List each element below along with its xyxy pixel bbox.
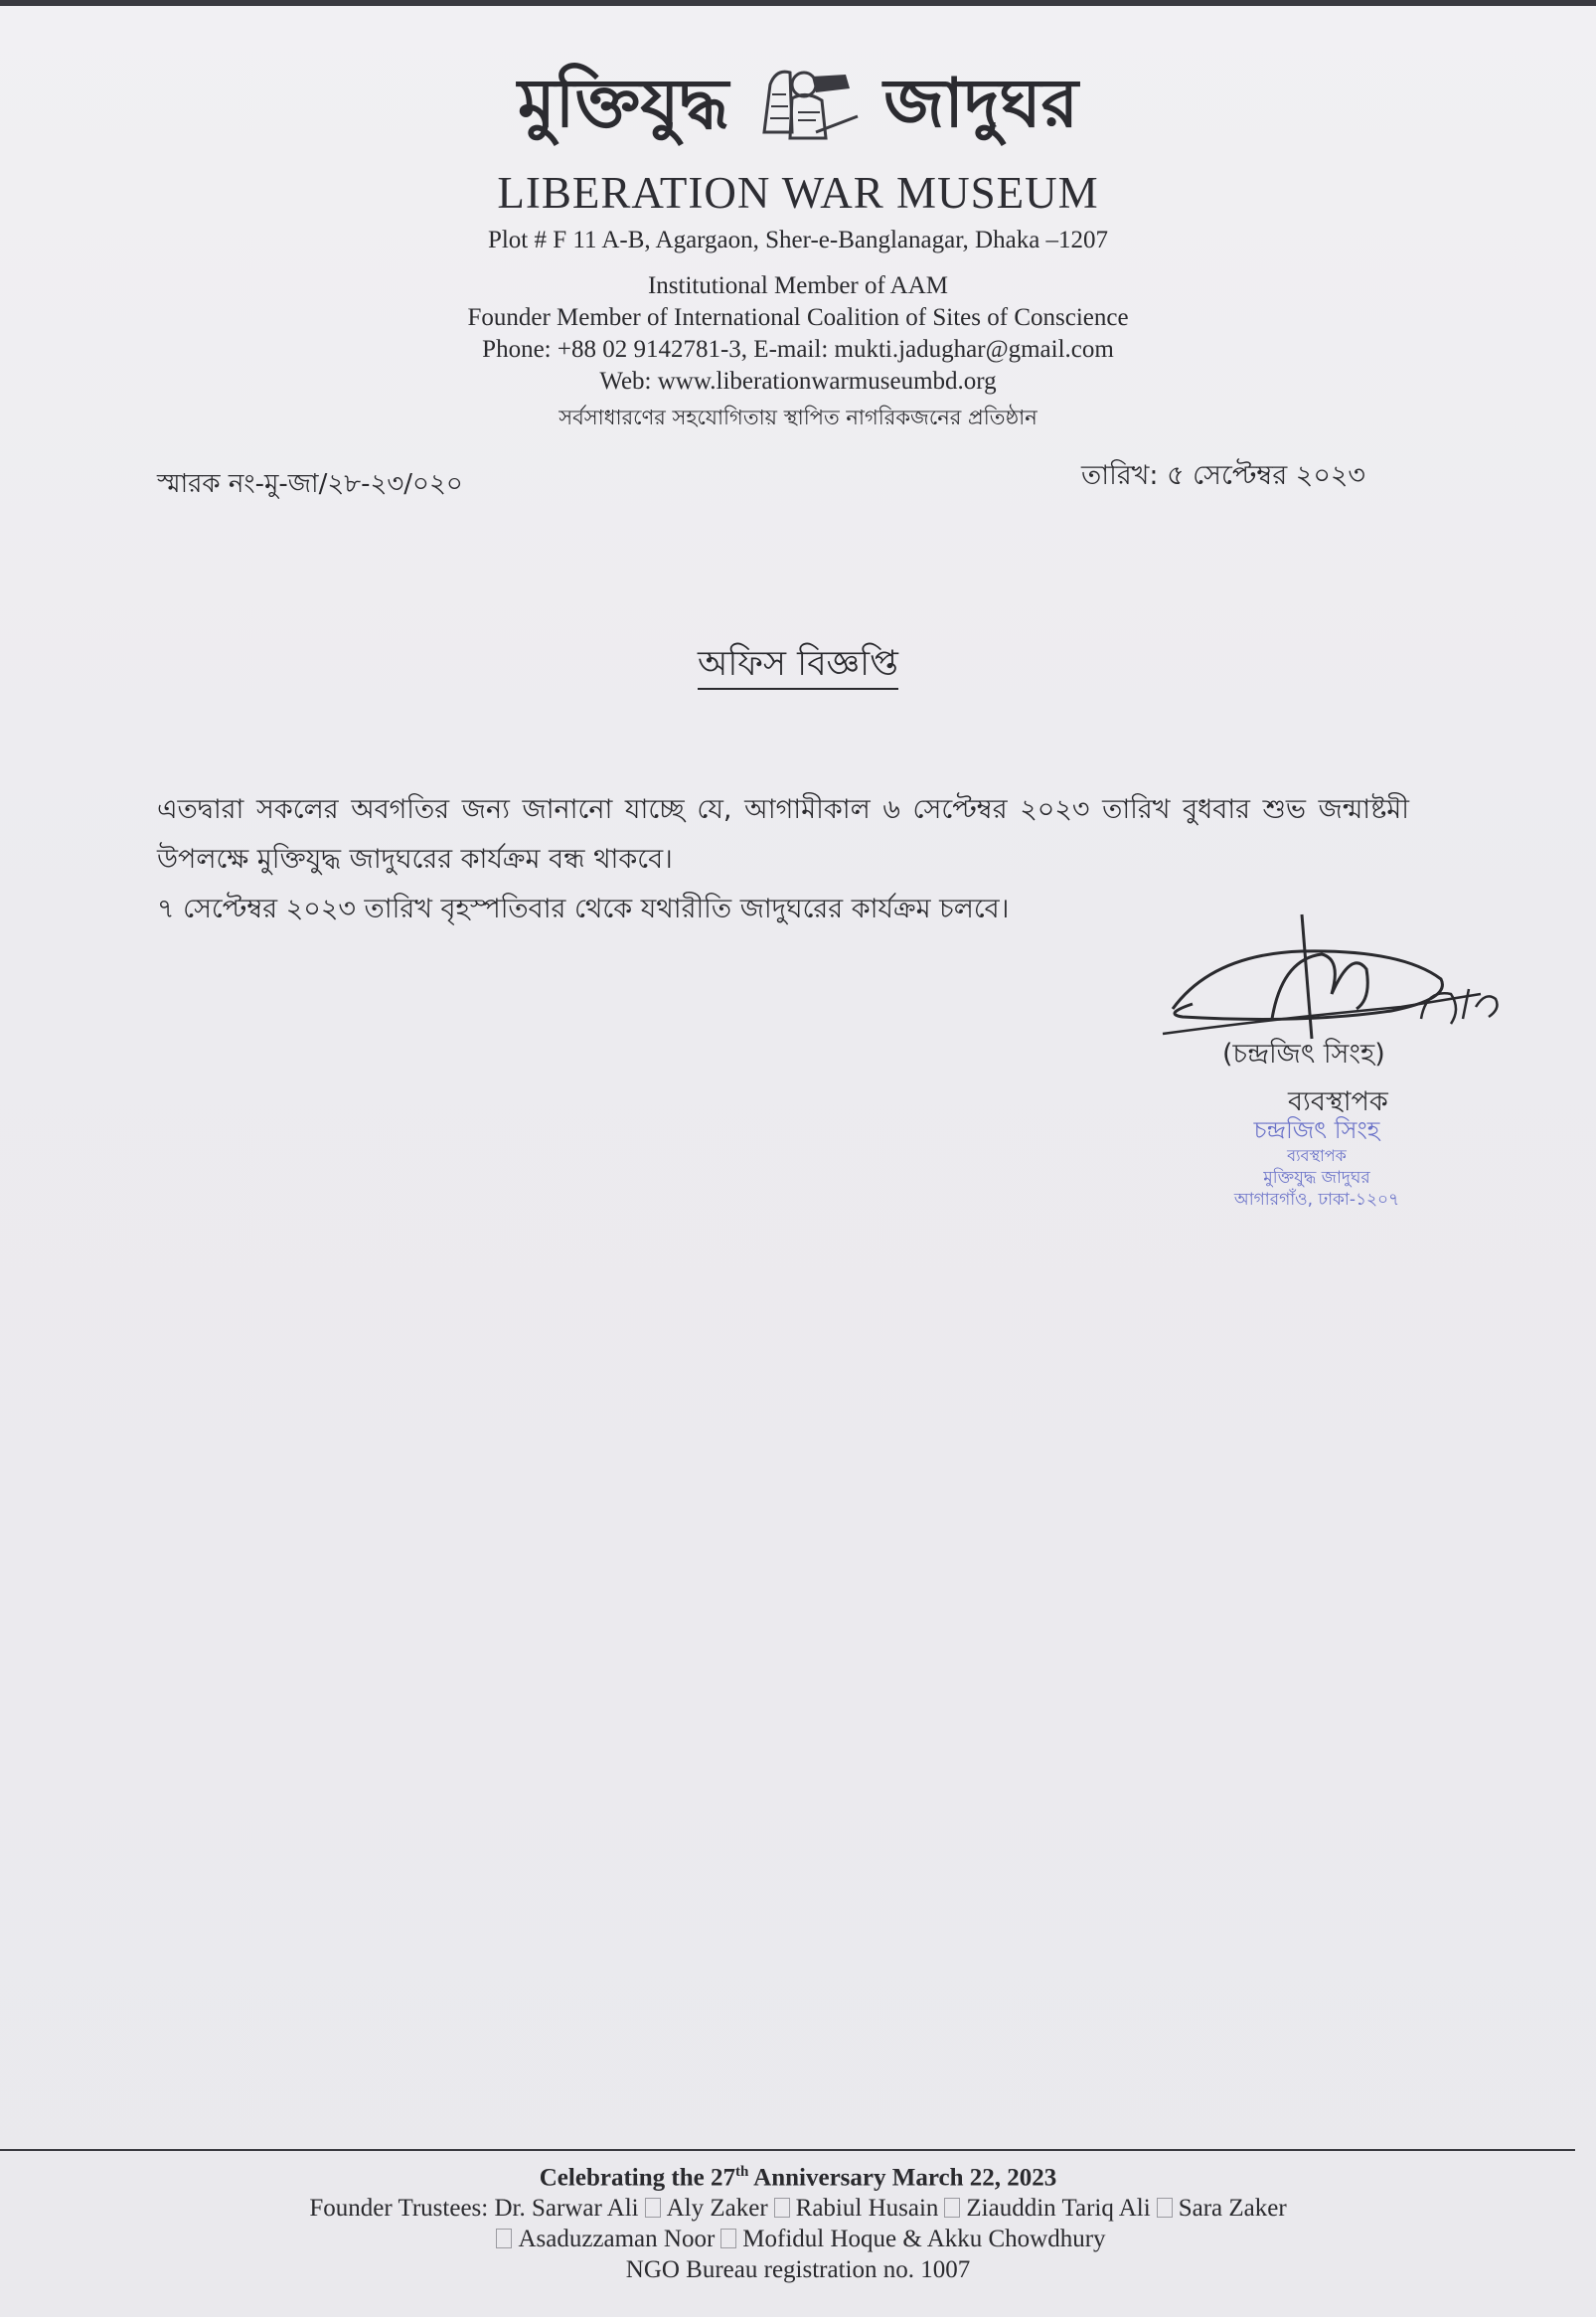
trustee-name: Dr. Sarwar Ali: [494, 2195, 639, 2223]
notice-title-text: অফিস বিজ্ঞপ্তি: [698, 644, 898, 690]
body-paragraph-2: ৭ সেপ্টেম্বর ২০২৩ তারিখ বৃহস্পতিবার থেকে যথারীতি জাদুঘরের কার্যক্রম চলবে।: [157, 894, 1010, 924]
stamp-org: মুক্তিযুদ্ধ জাদুঘর: [1263, 1168, 1370, 1188]
founder-member-line: Founder Member of International Coalition of Sites of Conscience: [467, 304, 1129, 331]
separator-box-icon: [645, 2198, 661, 2218]
contact-line: Phone: +88 02 9142781-3, E-mail: mukti.jadughar@gmail.com: [482, 336, 1114, 363]
web-line: Web: www.liberationwarmuseumbd.org: [599, 368, 997, 395]
separator-box-icon: [496, 2229, 512, 2248]
body-paragraph-1: এতদ্বারা সকলের অবগতির জন্য জানানো যাচ্ছে যে, আগামীকাল ৬ সেপ্টেম্বর ২০২৩ তারিখ বুধবার শুভ জন্মাষ্টমী উপলক্ষে মুক্তিযুদ্ধ জাদুঘরের কার্যক্রম বন্ধ থাকবে।: [157, 794, 1409, 875]
separator-box-icon: [720, 2229, 736, 2248]
anniversary-suffix: Anniversary March 22, 2023: [748, 2164, 1057, 2192]
trustees-line-1: [0, 2193, 1596, 2224]
signatory-name: (চন্দ্রজিৎ সিংহ): [1222, 1039, 1385, 1070]
stamp-name: চন্দ্রজিৎ সিংহ: [1253, 1116, 1380, 1144]
logo-text-left: মুক্তিযুদ্ধ: [517, 65, 729, 143]
trustee-name: Aly Zaker: [666, 2195, 768, 2223]
anniversary-line: [0, 2157, 1596, 2193]
separator-box-icon: [1157, 2198, 1173, 2218]
logo: [0, 50, 1596, 159]
trustee-name: Ziauddin Tariq Ali: [966, 2195, 1151, 2223]
footer-divider: [0, 2149, 1575, 2151]
anniversary-prefix: Celebrating the 27: [539, 2164, 735, 2192]
trustees-line-2: [0, 2224, 1596, 2254]
separator-box-icon: [774, 2198, 790, 2218]
ngo-registration: NGO Bureau registration no. 1007: [625, 2256, 971, 2284]
trustees-label: Founder Trustees:: [309, 2195, 489, 2223]
official-stamp: [1197, 1115, 1436, 1211]
trustee-name: Asaduzzaman Noor: [518, 2226, 716, 2253]
tagline: সর্বসাধারণের সহযোগিতায় স্থাপিত নাগরিকজনের প্রতিষ্ঠান: [559, 406, 1037, 429]
memo-number: স্মারক নং-মু-জা/২৮-২৩/০২০: [157, 469, 463, 499]
trustee-name: Mofidul Hoque & Akku Chowdhury: [742, 2226, 1106, 2253]
logo-text-right: জাদুঘর: [883, 65, 1078, 143]
signatory-title: ব্যবস্থাপক: [1288, 1086, 1388, 1117]
museum-emblem-icon: [746, 55, 866, 154]
trustee-name: Sara Zaker: [1178, 2195, 1287, 2223]
stamp-title: ব্যবস্থাপক: [1287, 1146, 1347, 1165]
membership-line: Institutional Member of AAM: [647, 272, 949, 299]
letter-date: তারিখ: ৫ সেপ্টেম্বর ২০২৩: [1081, 460, 1365, 491]
letterhead: [0, 50, 1596, 436]
museum-address: Plot # F 11 A-B, Agargaon, Sher-e-Banglanagar, Dhaka –1207: [487, 227, 1109, 253]
trustee-name: Rabiul Husain: [795, 2195, 939, 2223]
letter-footer: [0, 2157, 1596, 2285]
notice-title: [0, 636, 1596, 695]
separator-box-icon: [944, 2198, 960, 2218]
anniversary-ordinal: th: [734, 2164, 749, 2180]
museum-name: LIBERATION WAR MUSEUM: [497, 168, 1099, 218]
stamp-location: আগারগাঁও, ঢাকা-১২০৭: [1233, 1190, 1400, 1210]
scan-edge: [0, 0, 1596, 6]
